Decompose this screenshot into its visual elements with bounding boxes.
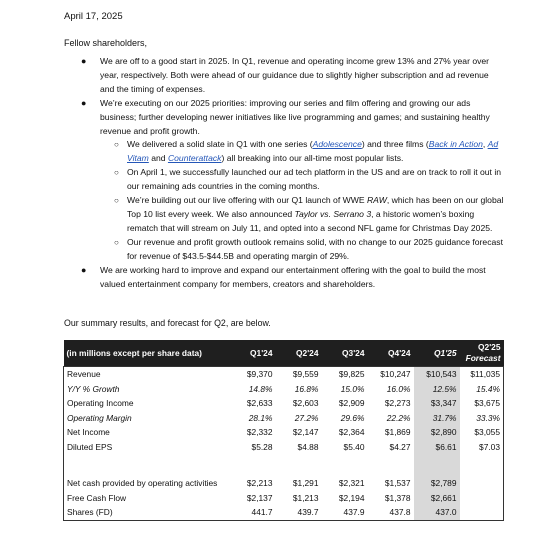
table-cell: 437.9: [322, 505, 368, 520]
table-cell: $7.03: [460, 440, 504, 455]
row-label: Shares (FD): [64, 505, 230, 520]
table-cell: $11,035: [460, 367, 504, 382]
row-label: Operating Margin: [64, 411, 230, 426]
table-cell: $1,291: [292, 478, 319, 489]
table-cell: $2,137: [246, 492, 273, 503]
link-adolescence[interactable]: Adolescence: [312, 139, 362, 150]
spacer-cell: [368, 454, 414, 476]
sub-bullet-circle-icon: ○: [114, 237, 119, 247]
letter-date: April 17, 2025: [64, 11, 123, 22]
table-cell: $2,789: [414, 476, 460, 491]
table-cell: $2,194: [338, 492, 365, 503]
sub-bullet-text: We’re building out our live offering with our Q1 launch of WWE RAW, which has been on our global Top 10 list every week. We also announced Taylor vs. Serrano 3, a historic women’s boxing rematch that will stream on July 11, and opted into a second NFL game for Christmas Day 2025.: [127, 195, 504, 233]
table-cell: $1,869: [384, 427, 411, 438]
table-spacer-row: [64, 454, 504, 476]
table-header-row: [64, 340, 504, 367]
table-cell: $2,603: [292, 398, 319, 409]
table-cell: $9,370: [230, 367, 276, 382]
sub-bullet-circle-icon: ○: [114, 196, 119, 206]
bullet-text: We’re executing on our 2025 priorities: improving our series and film offering and growing our ads business; further developing newer initiatives like live programming and games; and sustaining healthy revenue and profit growth.: [100, 97, 490, 136]
row-label: Operating Income: [64, 396, 230, 411]
table-cell: 439.7: [276, 505, 322, 520]
table-cell: $6.61: [414, 440, 460, 455]
table-cell: 437.8: [368, 505, 414, 520]
table-row: [64, 396, 504, 411]
table-cell: $4.27: [389, 441, 411, 452]
row-label: Net Income: [64, 425, 230, 440]
bullet-dot-icon: ●: [81, 264, 87, 275]
table-cell: $1,213: [292, 492, 319, 503]
spacer-cell: [276, 454, 322, 476]
letter-body: [64, 55, 504, 291]
table-cell: $2,273: [384, 398, 411, 409]
table-intro: Our summary results, and forecast for Q2, are below.: [64, 318, 271, 328]
table-row: [64, 367, 504, 382]
table-cell: $5.28: [251, 441, 273, 452]
bullet-item: [64, 55, 504, 97]
header-label: (in millions except per share data): [64, 340, 230, 367]
summary-results-table: [63, 340, 504, 521]
table-cell: $1,378: [384, 492, 411, 503]
row-label: Y/Y % Growth: [64, 382, 230, 397]
table-cell: [460, 491, 504, 506]
table-row: [64, 491, 504, 506]
table-cell: 16.0%: [386, 383, 411, 394]
table-row: [64, 411, 504, 426]
table-cell: $2,909: [338, 398, 365, 409]
sub-bullet-item: [64, 138, 504, 166]
bullet-text: We are working hard to improve and expand our entertainment offering with the goal to build the most valued entertainment company for members, creators and shareholders.: [100, 264, 486, 289]
spacer-cell: [414, 454, 460, 476]
table-cell: $2,364: [338, 427, 365, 438]
table-cell: 437.0: [414, 505, 460, 520]
table-cell: $2,332: [246, 427, 273, 438]
table-cell: 16.8%: [294, 383, 319, 394]
table-row: [64, 440, 504, 455]
table-row: [64, 476, 504, 491]
sub-bullet-item: [64, 166, 504, 194]
table-cell: 29.6%: [340, 412, 365, 423]
row-label: Revenue: [64, 367, 230, 382]
spacer-cell: [230, 454, 276, 476]
table-cell: $2,147: [292, 427, 319, 438]
row-label: Diluted EPS: [64, 440, 230, 455]
table-cell: 15.4%: [460, 382, 504, 397]
table-cell: $9,559: [276, 367, 322, 382]
table-cell: $2,321: [338, 478, 365, 489]
sub-bullet-text: Our revenue and profit growth outlook remains solid, with no change to our 2025 guidance forecast for revenue of $43.5-$44.5B and operating margin of 29%.: [127, 236, 503, 261]
bullet-dot-icon: ●: [81, 56, 87, 66]
table-cell: $2,633: [246, 398, 273, 409]
table-cell: $3,675: [460, 396, 504, 411]
table-cell: $2,661: [414, 491, 460, 506]
header-q1-24: Q1'24: [230, 340, 276, 367]
table-cell: $1,537: [384, 478, 411, 489]
sub-bullet-text: On April 1, we successfully launched our ad tech platform in the US and are on track to roll it out in our remaining ads countries in the coming months.: [127, 167, 502, 192]
sub-bullet-circle-icon: ○: [114, 140, 119, 150]
table-cell: 15.0%: [340, 383, 365, 394]
sub-bullet-text: We delivered a solid slate in Q1 with one series (Adolescence) and three films (Back in Action, Ad Vitam and Counterattack) all breaking into our all-time most popular lists.: [127, 139, 499, 164]
link-ad-vitam[interactable]: Ad Vitam: [127, 139, 499, 164]
row-label: Net cash provided by operating activities: [64, 476, 230, 491]
table-cell: $3,347: [414, 396, 460, 411]
header-q2-24: Q2'24: [276, 340, 322, 367]
table-cell: 28.1%: [248, 412, 273, 423]
bullet-item: [64, 97, 504, 139]
letter-greeting: Fellow shareholders,: [64, 38, 148, 48]
spacer-cell: [322, 454, 368, 476]
spacer-cell: [460, 454, 504, 476]
bullet-dot-icon: ●: [81, 97, 87, 108]
table-cell: $2,890: [414, 425, 460, 440]
table-cell: 14.8%: [248, 383, 273, 394]
spacer-cell: [64, 454, 230, 476]
sub-bullet-item: [64, 236, 504, 264]
table-cell: 33.3%: [460, 411, 504, 426]
sub-bullet-circle-icon: ○: [114, 168, 119, 178]
bullet-item: [64, 264, 504, 292]
table-cell: $4.88: [297, 441, 319, 452]
table-row: [64, 382, 504, 397]
table-cell: 12.5%: [414, 382, 460, 397]
table-row: [64, 505, 504, 520]
link-counterattack[interactable]: Counterattack: [167, 153, 222, 164]
table-cell: [460, 476, 504, 491]
table-cell: 441.7: [230, 505, 276, 520]
table-cell: 31.7%: [414, 411, 460, 426]
table-cell: $10,543: [414, 367, 460, 382]
table-cell: 27.2%: [294, 412, 319, 423]
table-cell: $5.40: [343, 441, 365, 452]
table-cell: $9,825: [322, 367, 368, 382]
table-cell: $2,213: [246, 478, 273, 489]
table-cell: 22.2%: [386, 412, 411, 423]
table-cell: [460, 505, 504, 520]
header-q1-25: Q1'25: [414, 340, 460, 367]
header-q3-24: Q3'24: [322, 340, 368, 367]
header-q2-25-forecast: Q2'25 Forecast: [460, 340, 504, 367]
sub-bullet-item: [64, 194, 504, 236]
row-label: Free Cash Flow: [64, 491, 230, 506]
bullet-text: We are off to a good start in 2025. In Q1, revenue and operating income grew 13% and 27% year over year, respectively. Both were ahead of our guidance due to slightly higher subscription and ad revenue and the timing of expenses.: [100, 56, 490, 94]
table-row: [64, 425, 504, 440]
header-q4-24: Q4'24: [368, 340, 414, 367]
link-back-in-action[interactable]: Back in Action: [428, 139, 483, 150]
table-cell: $10,247: [368, 367, 414, 382]
table-cell: $3,055: [460, 425, 504, 440]
